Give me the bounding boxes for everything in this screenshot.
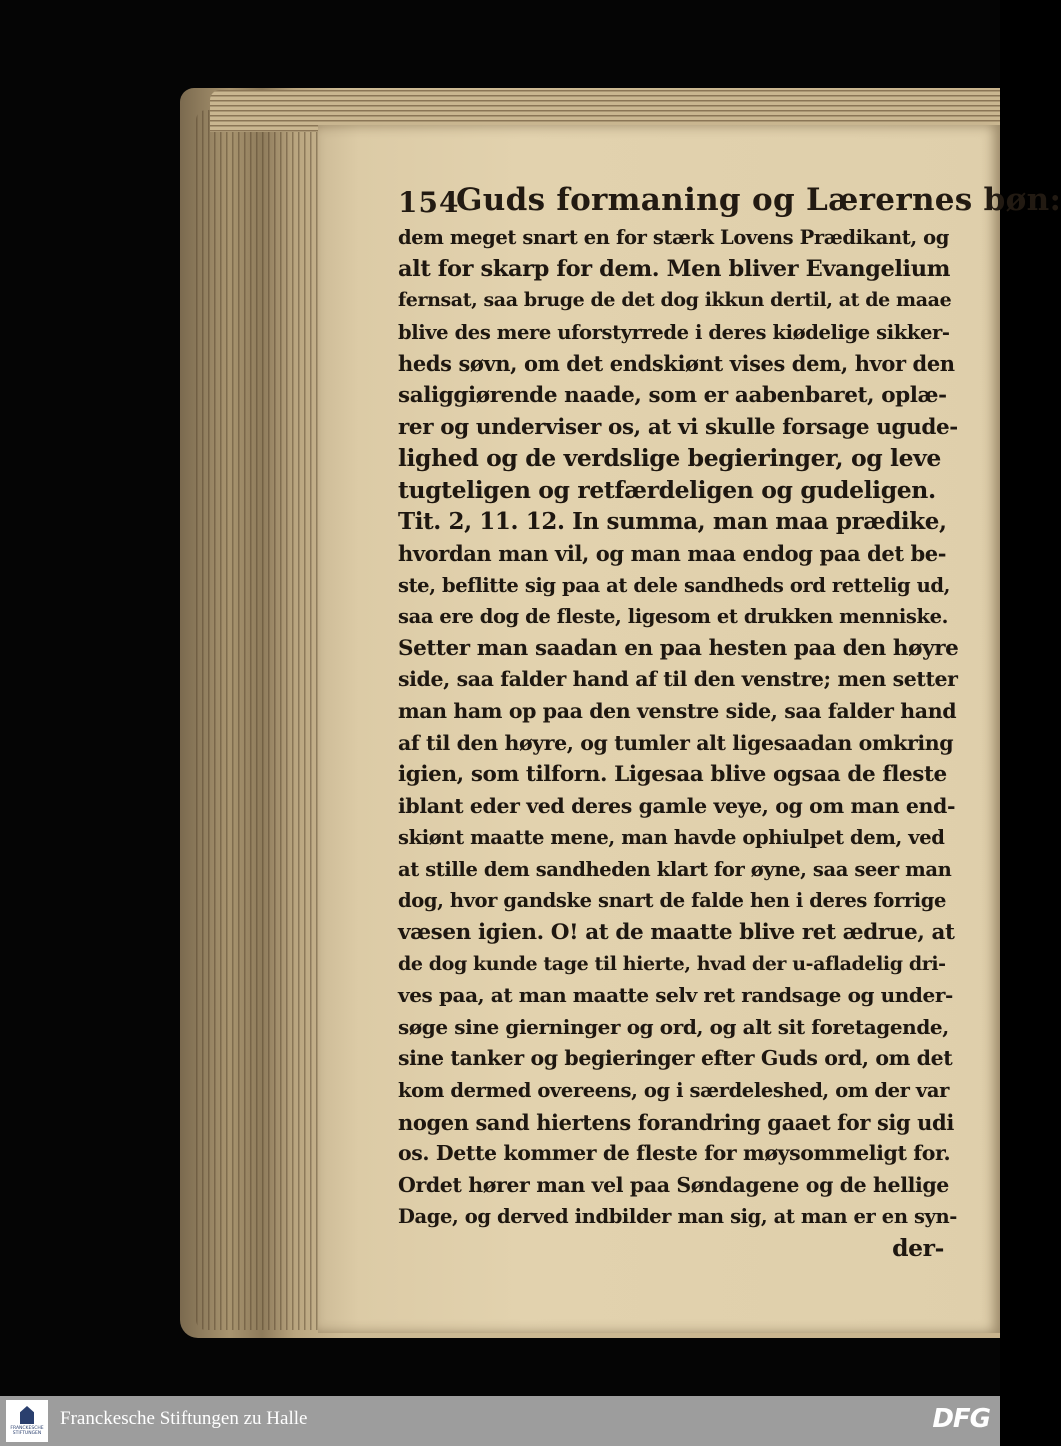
text-line: nogen sand hiertens forandring gaaet for sig udi [398,1109,954,1135]
text-line: alt for skarp for dem. Men bliver Evangelium [398,255,951,282]
text-line: lighed og de verdslige begieringer, og leve [398,444,941,473]
text-line: hvordan man vil, og man maa endog paa det be- [398,540,947,566]
text-line: iblant eder ved deres gamle veye, og om man end- [398,793,956,818]
page-edges [196,110,326,1330]
text-line: igien, som tilforn. Ligesaa blive ogsaa de fleste [398,762,947,788]
text-line: blive des mere uforstyrrede i deres kiødelige sikker- [398,320,950,344]
text-line: man ham op paa den venstre side, saa falder hand [398,698,957,723]
text-line: at stille dem sandheden klart for øyne, saa seer man [398,857,952,881]
text-line: de dog kunde tage til hierte, hvad der u-afladelig dri- [398,952,946,975]
text-line: side, saa falder hand af til den venstre; men setter [398,667,958,692]
text-line: skiønt maatte mene, man havde ophiulpet dem, ved [398,826,945,850]
text-line: tugteligen og retfærdeligen og gudeligen. [398,475,936,504]
dfg-logo[interactable]: DFG [932,1404,990,1434]
body-text [398,222,958,1265]
text-line: fernsat, saa bruge de det dog ikkun dertil, at de maae [398,289,952,312]
text-line: ste, beflitte sig paa at dele sandheds ord rettelig ud, [398,573,951,597]
text-line: af til den høyre, og tumler alt ligesaadan omkring [398,730,954,755]
text-line: saa ere dog de fleste, ligesom et drukken menniske. [398,605,949,629]
text-line: Dage, og derved indbilder man sig, at man er en syn- [398,1205,957,1229]
running-head-title: Guds formaning og Lærernes bøn: [456,182,1061,218]
institution-name[interactable]: Franckesche Stiftungen zu Halle [60,1408,308,1429]
text-line: dog, hvor gandske snart de falde hen i deres forrige [398,889,946,913]
text-line: Tit. 2, 11. 12. In summa, man maa prædike, [398,508,947,536]
text-line: sine tanker og begieringer efter Guds ord, om det [398,1046,953,1071]
text-line: kom dermed overeens, og i særdeleshed, om der var [398,1079,949,1103]
logo-text: FRANCKESCHE STIFTUNGEN [10,1426,44,1436]
text-line: rer og underviser os, at vi skulle forsage ugude- [398,414,958,440]
text-line: væsen igien. O! at de maatte blive ret ædrue, at [398,920,955,946]
catchword: der- [892,1234,944,1262]
page-number: 154 [398,186,460,219]
text-line: Setter man saadan en paa hesten paa den høyre [398,635,959,661]
text-line: os. Dette kommer de fleste for møysommeligt for. [398,1141,951,1166]
text-line: ves paa, at man maatte selv ret randsage og under- [398,983,953,1008]
text-line: dem meget snart en for stærk Lovens Prædikant, og [398,226,949,249]
text-line: saliggiørende naade, som er aabenbaret, oplæ- [398,382,947,408]
text-line: søge sine gierninger og ord, og alt sit foretagende, [398,1014,949,1039]
franckesche-logo[interactable] [6,1400,48,1442]
text-line: Ordet hører man vel paa Søndagene og de hellige [398,1172,949,1197]
viewer-footer [0,1396,1000,1446]
building-icon [20,1406,34,1424]
text-line: heds søvn, om det endskiønt vises dem, hvor den [398,351,955,377]
